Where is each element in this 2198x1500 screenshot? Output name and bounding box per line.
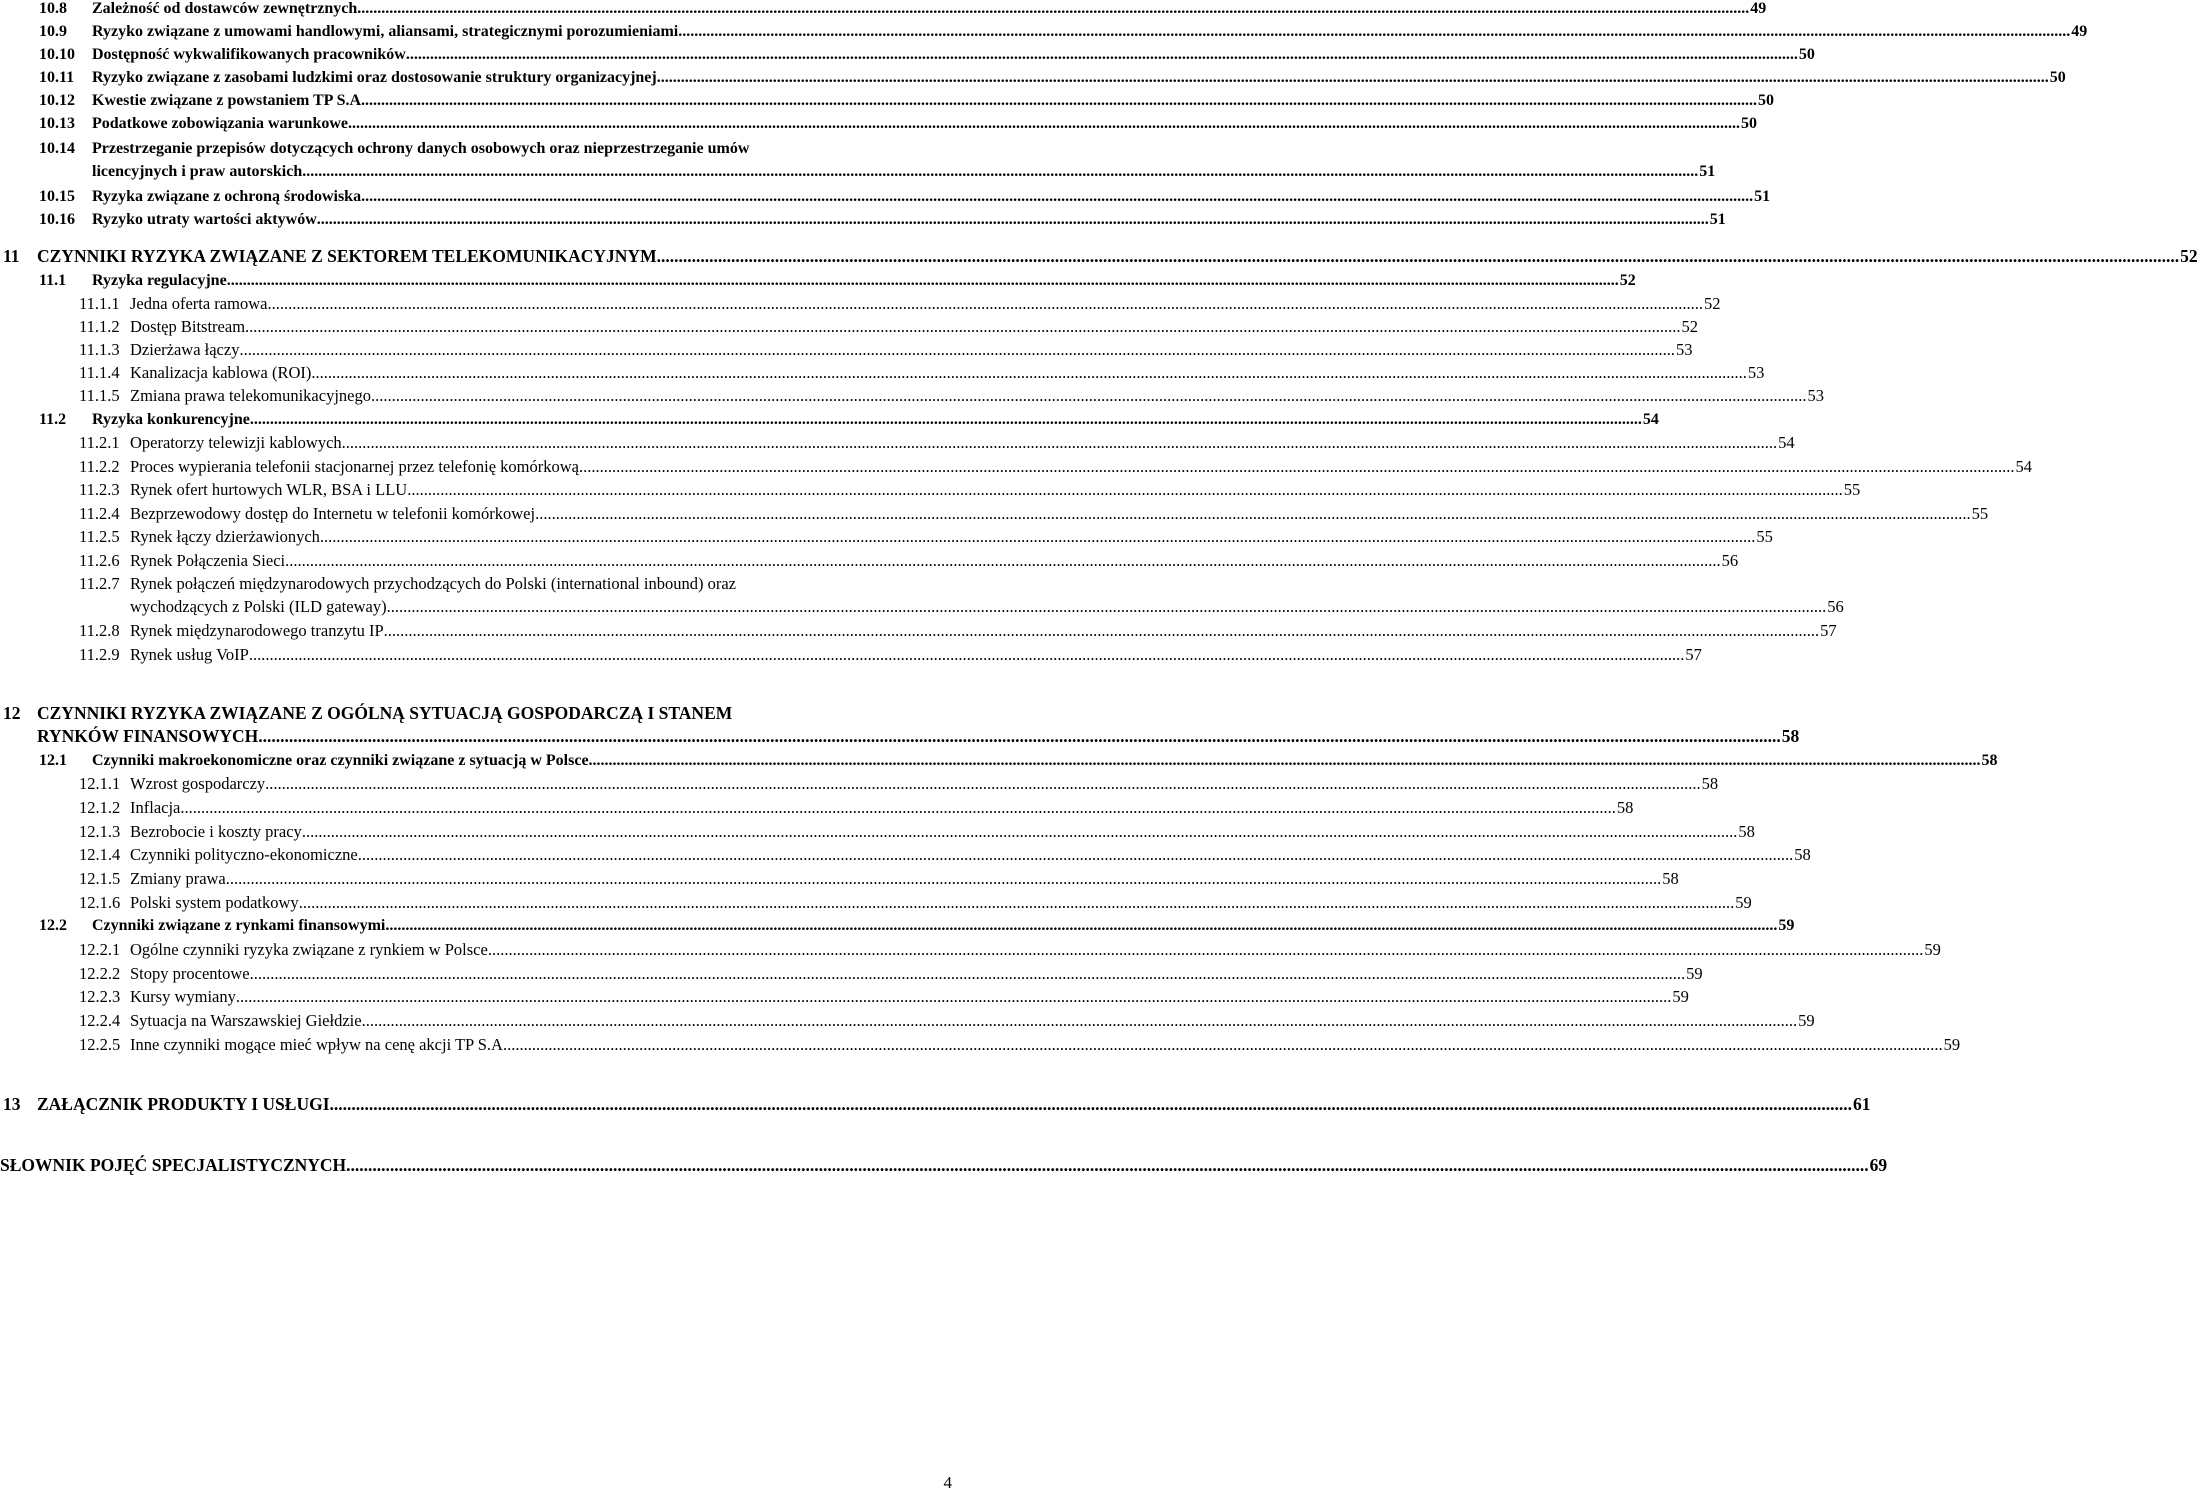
toc-dot-leader <box>299 891 1735 914</box>
toc-entry[interactable] <box>0 455 2032 478</box>
toc-dot-leader <box>265 772 1701 795</box>
toc-entry[interactable] <box>0 843 1811 866</box>
toc-entry-title: Dostęp Bitstream <box>130 317 246 336</box>
toc-entry[interactable] <box>0 985 1689 1008</box>
toc-entry-page: 49 <box>1750 0 1767 17</box>
toc-entry-number: 11.2 <box>39 411 67 428</box>
toc-entry[interactable] <box>0 43 1815 66</box>
toc-entry[interactable] <box>0 914 1795 937</box>
toc-entry-page: 54 <box>2015 457 2032 476</box>
toc-entry-page: 55 <box>1971 504 1989 523</box>
toc-entry-number: 11.2.3 <box>79 480 120 499</box>
toc-entry-number: 10.9 <box>39 23 67 40</box>
toc-dot-leader <box>267 292 1703 315</box>
toc-dot-leader <box>535 502 1971 525</box>
toc-dot-leader <box>250 408 1642 431</box>
toc-entry-number: 10.14 <box>39 140 75 157</box>
toc-entry-page: 55 <box>1843 480 1861 499</box>
toc-entry-title: Rynek Połączenia Sieci <box>130 551 286 570</box>
toc-entry-title: Kwestie związane z powstaniem TP S.A. <box>92 92 366 109</box>
toc-entry-number: 12.1.3 <box>79 822 121 841</box>
toc-entry[interactable] <box>0 478 1861 501</box>
toc-entry[interactable] <box>0 820 1755 843</box>
toc-entry-title-continuation: wychodzących z Polski (ILD gateway). <box>130 597 391 616</box>
toc-dot-leader <box>302 820 1738 843</box>
toc-entry[interactable] <box>0 292 1721 315</box>
toc-entry[interactable] <box>0 431 1795 454</box>
toc-entry[interactable] <box>0 867 1679 890</box>
toc-entry-number: 12.2.3 <box>79 987 121 1006</box>
toc-entry-number: 10.16 <box>39 211 75 228</box>
toc-entry-title-continuation: RYNKÓW FINANSOWYCH <box>37 726 259 746</box>
toc-entry-title: SŁOWNIK POJĘĆ SPECJALISTYCZNYCH <box>0 1155 347 1175</box>
toc-entry-number: 10.13 <box>39 115 75 132</box>
toc-entry-title: Dostępność wykwalifikowanych pracowników <box>92 46 406 63</box>
toc-entry[interactable] <box>0 137 1716 183</box>
toc-entry-page: 53 <box>1675 340 1693 359</box>
toc-entry-title: Proces wypierania telefonii stacjonarnej przez telefonię komórkową <box>130 457 579 476</box>
toc-entry-page: 56 <box>1721 551 1739 570</box>
toc-entry[interactable] <box>0 66 2066 89</box>
toc-entry-number: 11.2.5 <box>79 527 120 546</box>
toc-entry[interactable] <box>0 962 1703 985</box>
toc-dot-leader <box>317 208 1709 231</box>
toc-entry[interactable] <box>0 702 1800 748</box>
toc-dot-leader <box>348 112 1740 135</box>
toc-dot-leader <box>406 43 1798 66</box>
toc-entry-number: 11.2.9 <box>79 645 120 664</box>
toc-entry-page: 57 <box>1820 621 1837 640</box>
toc-dot-leader <box>342 431 1778 454</box>
toc-entry-number: 10.15 <box>39 188 75 205</box>
toc-dot-leader <box>227 269 1619 292</box>
toc-entry[interactable] <box>0 1009 1815 1032</box>
toc-entry-page: 59 <box>1778 917 1795 934</box>
toc-entry[interactable] <box>0 502 1989 525</box>
toc-entry[interactable] <box>0 112 1758 135</box>
toc-entry-title: Inflacja <box>130 798 181 817</box>
toc-dot-leader <box>365 89 1757 112</box>
toc-entry-page: 58 <box>1781 726 1800 746</box>
toc-entry-number: 10.12 <box>39 92 75 109</box>
toc-entry-page: 57 <box>1685 645 1702 664</box>
toc-entry-number: 11 <box>3 246 20 266</box>
toc-entry[interactable] <box>0 1093 1871 1116</box>
toc-dot-leader <box>320 525 1756 548</box>
toc-entry-page: 58 <box>1981 752 1998 769</box>
toc-entry-number: 12 <box>3 703 21 723</box>
toc-entry-page: 50 <box>1798 46 1815 63</box>
toc-entry[interactable] <box>0 525 1773 548</box>
toc-entry[interactable] <box>0 361 1765 384</box>
toc-entry-page: 58 <box>1662 869 1679 888</box>
toc-dot-leader <box>384 619 1820 642</box>
toc-entry[interactable] <box>0 772 1719 795</box>
toc-entry[interactable] <box>0 408 1659 431</box>
toc-entry[interactable] <box>0 89 1775 112</box>
toc-entry-number: 11.1 <box>39 272 67 289</box>
toc-entry-title: Ryzyka związane z ochroną środowiska <box>92 188 362 205</box>
toc-dot-leader <box>306 160 1698 183</box>
toc-entry-title: Ryzyko utraty wartości aktywów <box>92 211 317 228</box>
toc-entry[interactable] <box>0 0 1767 20</box>
toc-entry[interactable] <box>0 338 1693 361</box>
toc-entry[interactable] <box>0 891 1752 914</box>
toc-entry-number: 12.1.1 <box>79 774 121 793</box>
toc-entry-title: CZYNNIKI RYZYKA ZWIĄZANE Z SEKTOREM TELEKOMUNIKACYJNYM <box>37 246 657 266</box>
toc-entry-number: 10.8 <box>39 0 67 17</box>
toc-entry-page: 56 <box>1827 597 1844 616</box>
toc-entry-number: 12.2.2 <box>79 964 121 983</box>
toc-dot-leader <box>507 1033 1943 1056</box>
toc-entry-title: Ogólne czynniki ryzyka związane z rynkiem w Polsce <box>130 940 488 959</box>
toc-entry[interactable] <box>0 643 1702 666</box>
toc-entry-title: Stopy procentowe <box>130 964 250 983</box>
toc-entry-title: Czynniki związane z rynkami finansowymi <box>92 917 386 934</box>
toc-entry-number: 11.2.2 <box>79 457 120 476</box>
toc-entry-title: Kursy wymiany <box>130 987 236 1006</box>
toc-dot-leader <box>236 985 1672 1008</box>
toc-entry-number: 10.11 <box>39 69 75 86</box>
toc-entry-number: 12.1.2 <box>79 798 121 817</box>
toc-dot-leader <box>250 962 1686 985</box>
toc-entry-title: Czynniki makroekonomiczne oraz czynniki związane z sytuacją w Polsce <box>92 752 589 769</box>
toc-entry-title: Bezprzewodowy dostęp do Internetu w telefonii komórkowej <box>130 504 536 523</box>
toc-entry-page: 54 <box>1778 433 1795 452</box>
toc-entry-page: 53 <box>1807 386 1824 405</box>
toc-entry-page: 52 <box>1703 294 1721 313</box>
toc-entry-title: Zależność od dostawców zewnętrznych <box>92 0 358 17</box>
toc-entry-page: 58 <box>1794 845 1811 864</box>
toc-entry-title: Wzrost gospodarczy <box>130 774 266 793</box>
toc-dot-leader <box>245 315 1681 338</box>
toc-dot-leader <box>385 914 1777 937</box>
toc-entry-page: 50 <box>2049 69 2066 86</box>
toc-entry-page: 61 <box>1853 1094 1871 1114</box>
toc-entry[interactable] <box>0 245 2198 268</box>
toc-entry-title: Inne czynniki mogące mieć wpływ na cenę akcji TP S.A. <box>130 1035 508 1054</box>
toc-dot-leader <box>346 1154 1869 1177</box>
toc-entry[interactable] <box>0 572 1844 618</box>
toc-entry-page: 69 <box>1869 1155 1888 1175</box>
toc-entry-number: 12.1.5 <box>79 869 121 888</box>
toc-entry[interactable] <box>0 549 1739 572</box>
page-number: 4 <box>943 1473 952 1492</box>
toc-entry-page: 52 <box>2180 246 2198 266</box>
toc-dot-leader <box>371 384 1807 407</box>
toc-dot-leader <box>362 1009 1798 1032</box>
toc-dot-leader <box>226 867 1662 890</box>
toc-entry-page: 59 <box>1924 940 1941 959</box>
toc-entry-title: Operatorzy telewizji kablowych <box>130 433 342 452</box>
toc-entry-page: 52 <box>1681 317 1699 336</box>
toc-entry-title: CZYNNIKI RYZYKA ZWIĄZANE Z OGÓLNĄ SYTUACJĄ GOSPODARCZĄ I STANEM <box>37 703 733 723</box>
toc-entry-title: Rynek ofert hurtowych WLR, BSA i LLU <box>130 480 408 499</box>
toc-dot-leader <box>311 361 1747 384</box>
toc-entry-page: 59 <box>1686 964 1703 983</box>
toc-dot-leader <box>285 549 1721 572</box>
toc-dot-leader <box>407 478 1843 501</box>
toc-dot-leader <box>579 455 2015 478</box>
toc-entry-title: Rynek międzynarodowego tranzytu IP <box>130 621 384 640</box>
toc-dot-leader <box>358 843 1794 866</box>
toc-entry-page: 58 <box>1616 798 1634 817</box>
toc-dot-leader <box>258 725 1781 748</box>
toc-entry[interactable] <box>0 796 1634 819</box>
toc-entry[interactable] <box>0 185 1771 208</box>
toc-entry-number: 12.1.6 <box>79 893 121 912</box>
toc-entry-title: Rynek połączeń międzynarodowych przychodzących do Polski (international inbound) oraz <box>130 574 736 593</box>
toc-entry[interactable] <box>0 1033 1961 1056</box>
toc-dot-leader <box>589 749 1981 772</box>
toc-entry-title: Podatkowe zobowiązania warunkowe <box>92 115 349 132</box>
toc-entry-title: Czynniki polityczno-ekonomiczne <box>130 845 358 864</box>
toc-entry-number: 11.2.8 <box>79 621 120 640</box>
toc-entry-number: 12.2 <box>39 917 67 934</box>
toc-entry[interactable] <box>0 1154 1888 1177</box>
toc-entry-page: 50 <box>1741 115 1758 132</box>
toc-entry-number: 12.1 <box>39 752 67 769</box>
toc-entry-number: 13 <box>3 1094 21 1114</box>
toc-entry-title: Ryzyko związane z umowami handlowymi, aliansami, strategicznymi porozumieniami <box>92 23 679 40</box>
toc-entry-page: 51 <box>1709 211 1726 228</box>
toc-entry-title: Zmiany prawa <box>130 869 226 888</box>
toc-entry[interactable] <box>0 938 1941 961</box>
toc-entry-title: Bezrobocie i koszty pracy <box>130 822 302 841</box>
toc-dot-leader <box>678 20 2070 43</box>
toc-dot-leader <box>488 938 1924 961</box>
toc-dot-leader <box>657 66 2049 89</box>
toc-entry-title: Dzierżawa łączy <box>130 340 240 359</box>
toc-entry-page: 51 <box>1699 163 1716 180</box>
toc-entry[interactable] <box>0 208 1726 231</box>
toc-entry-title: Przestrzeganie przepisów dotyczących ochrony danych osobowych oraz nieprzestrzeganie umów <box>92 140 750 157</box>
toc-entry-number: 11.2.7 <box>79 574 120 593</box>
toc-entry[interactable] <box>0 269 1636 292</box>
toc-entry-page: 49 <box>2071 23 2088 40</box>
toc-entry[interactable] <box>0 619 1837 642</box>
toc-entry-title: Sytuacja na Warszawskiej Giełdzie <box>130 1011 362 1030</box>
toc-entry-number: 11.1.4 <box>79 363 120 382</box>
toc-entry-number: 11.2.1 <box>79 433 120 452</box>
toc-entry-page: 59 <box>1672 987 1689 1006</box>
toc-entry-title-continuation: licencyjnych i praw autorskich. <box>92 163 307 180</box>
toc-entry-page: 51 <box>1754 188 1771 205</box>
toc-entry-page: 53 <box>1747 363 1765 382</box>
toc-entry-number: 11.2.4 <box>79 504 120 523</box>
toc-entry-title: Polski system podatkowy <box>130 893 299 912</box>
toc-dot-leader <box>180 796 1616 819</box>
toc-entry-number: 10.10 <box>39 46 75 63</box>
toc-dot-leader <box>330 1093 1853 1116</box>
toc-entry-title: Rynek usług VoIP <box>130 645 249 664</box>
toc-entry-page: 50 <box>1758 92 1775 109</box>
toc-dot-leader <box>357 0 1749 20</box>
toc-entry-title: Ryzyka konkurencyjne <box>92 411 250 428</box>
toc-entry-page: 58 <box>1701 774 1719 793</box>
toc-entry-page: 52 <box>1619 272 1636 289</box>
toc-dot-leader <box>391 595 1827 618</box>
toc-dot-leader <box>361 185 1753 208</box>
toc-entry-number: 11.1.3 <box>79 340 120 359</box>
toc-entry-title: Zmiana prawa telekomunikacyjnego <box>130 386 371 405</box>
toc-entry-number: 11.1.5 <box>79 386 120 405</box>
toc-entry-title: Ryzyko związane z zasobami ludzkimi oraz dostosowanie struktury organizacyjnej <box>92 69 657 86</box>
toc-dot-leader <box>657 245 2180 268</box>
toc-entry[interactable] <box>0 384 1824 407</box>
toc-entry-title: Jedna oferta ramowa <box>130 294 268 313</box>
toc-entry[interactable] <box>0 749 1998 772</box>
toc-entry-page: 55 <box>1756 527 1773 546</box>
toc-entry-number: 12.2.4 <box>79 1011 121 1030</box>
toc-entry-number: 12.1.4 <box>79 845 121 864</box>
toc-entry[interactable] <box>0 20 2088 43</box>
toc-entry-number: 11.2.6 <box>79 551 120 570</box>
toc-entry[interactable] <box>0 315 1699 338</box>
toc-entry-number: 12.2.5 <box>79 1035 121 1054</box>
toc-entry-title: Kanalizacja kablowa (ROI) <box>130 363 312 382</box>
toc-entry-title: ZAŁĄCZNIK PRODUKTY I USŁUGI <box>37 1094 330 1114</box>
toc-entry-title: Ryzyka regulacyjne <box>92 272 227 289</box>
toc-entry-page: 58 <box>1738 822 1755 841</box>
toc-entry-number: 11.1.2 <box>79 317 120 336</box>
toc-entry-title: Rynek łączy dzierżawionych <box>130 527 320 546</box>
toc-entry-page: 59 <box>1798 1011 1815 1030</box>
toc-entry-page: 59 <box>1735 893 1752 912</box>
toc-dot-leader <box>249 643 1685 666</box>
toc-entry-page: 59 <box>1943 1035 1961 1054</box>
toc-dot-leader <box>239 338 1675 361</box>
toc-entry-number: 12.2.1 <box>79 940 121 959</box>
toc-entry-page: 54 <box>1642 411 1659 428</box>
toc-entry-number: 11.1.1 <box>79 294 120 313</box>
